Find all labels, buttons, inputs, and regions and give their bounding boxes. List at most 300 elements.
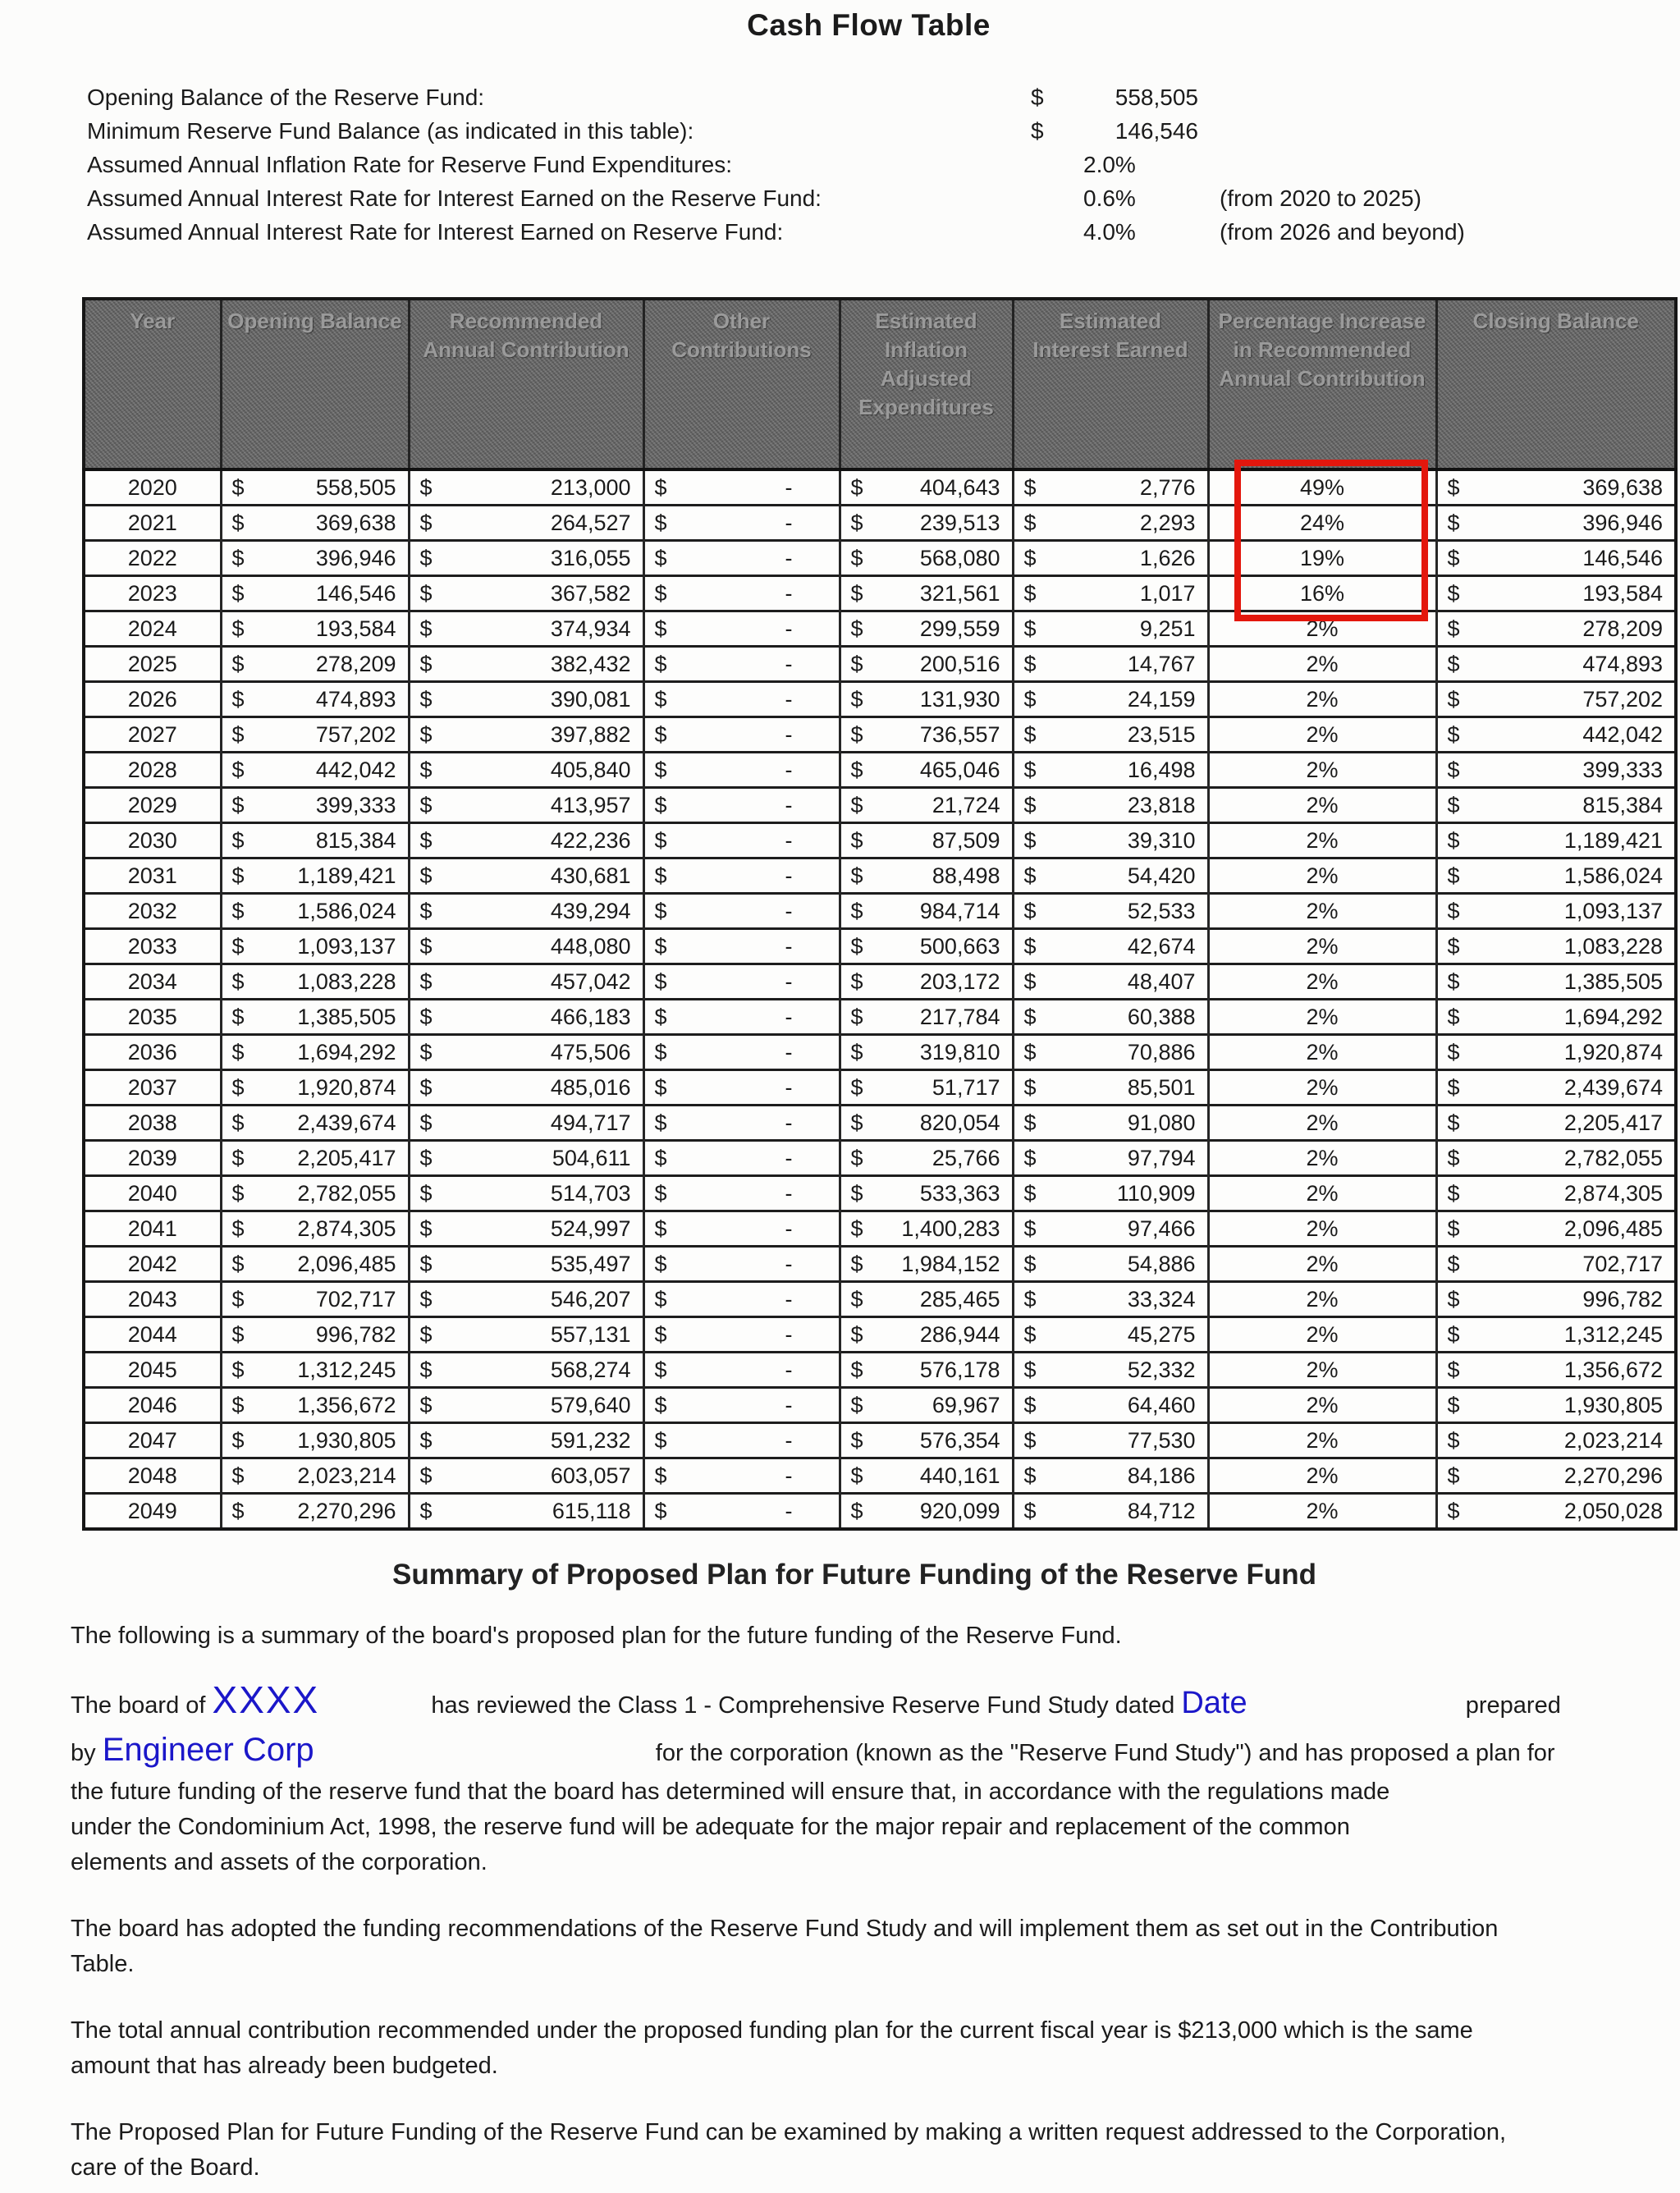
currency-symbol: $ (1447, 863, 1460, 888)
year-cell: 2047 (84, 1423, 221, 1458)
inflation-expenditures-cell: $ 920,099 (840, 1494, 1013, 1530)
interest-earned-cell: $ 39,310 (1013, 823, 1208, 858)
currency-symbol: $ (1023, 827, 1037, 853)
currency-symbol: $ (231, 1145, 245, 1170)
interest-earned-cell: $ 16,498 (1013, 753, 1208, 788)
interest-earned-cell: $ 2,293 (1013, 506, 1208, 541)
text-segment: by (71, 1740, 96, 1766)
opening-balance-cell: $ 1,586,024 (221, 894, 409, 929)
currency-symbol: $ (654, 651, 667, 676)
assumption-label: Minimum Reserve Fund Balance (as indicated in this table): (87, 118, 694, 144)
recommended-contribution-cell: $ 448,080 (409, 929, 643, 964)
assumption-value: 146,546 (1115, 118, 1198, 144)
closing-balance-cell: $ 2,439,674 (1436, 1070, 1676, 1106)
other-contributions-cell: $ - (643, 964, 840, 1000)
currency-symbol: $ (1447, 1251, 1460, 1276)
currency-symbol: $ (1023, 651, 1037, 676)
currency-symbol: $ (231, 474, 245, 500)
currency-symbol: $ (419, 1321, 433, 1347)
year-cell: 2025 (84, 647, 221, 682)
currency-symbol: $ (850, 721, 863, 747)
currency-symbol: $ (654, 933, 667, 959)
assumption-label: Opening Balance of the Reserve Fund: (87, 85, 485, 110)
currency-symbol: $ (1023, 792, 1037, 817)
currency-symbol: $ (231, 792, 245, 817)
currency-symbol: $ (850, 933, 863, 959)
cash-flow-table (82, 297, 1678, 1531)
currency-symbol: $ (850, 1216, 863, 1241)
currency-symbol: $ (419, 686, 433, 712)
currency-symbol: $ (231, 1357, 245, 1382)
inflation-expenditures-cell: $ 319,810 (840, 1035, 1013, 1070)
currency-symbol: $ (1031, 118, 1044, 144)
year-cell: 2035 (84, 1000, 221, 1035)
currency-symbol: $ (850, 1180, 863, 1206)
currency-symbol: $ (231, 968, 245, 994)
year-cell: 2043 (84, 1282, 221, 1317)
percentage-increase-cell: 2% (1208, 1423, 1436, 1458)
currency-symbol: $ (231, 757, 245, 782)
currency-symbol: $ (1023, 721, 1037, 747)
currency-symbol: $ (419, 1251, 433, 1276)
currency-symbol: $ (419, 757, 433, 782)
currency-symbol: $ (654, 1039, 667, 1064)
percentage-increase-cell: 2% (1208, 964, 1436, 1000)
currency-symbol: $ (850, 1463, 863, 1488)
currency-symbol: $ (654, 580, 667, 606)
currency-symbol: $ (419, 1180, 433, 1206)
inflation-expenditures-cell: $ 568,080 (840, 541, 1013, 576)
other-contributions-cell: $ - (643, 1423, 840, 1458)
inflation-expenditures-cell: $ 736,557 (840, 717, 1013, 753)
percentage-increase-cell: 2% (1208, 1353, 1436, 1388)
recommended-contribution-cell: $ 374,934 (409, 611, 643, 647)
currency-symbol: $ (850, 1004, 863, 1029)
recommended-contribution-cell: $ 264,527 (409, 506, 643, 541)
paragraph-line (71, 1677, 1634, 1728)
percentage-increase-cell: 2% (1208, 823, 1436, 858)
opening-balance-cell: $ 2,782,055 (221, 1176, 409, 1211)
currency-symbol: $ (419, 1004, 433, 1029)
currency-symbol: $ (231, 651, 245, 676)
currency-symbol: $ (419, 1463, 433, 1488)
currency-symbol: $ (654, 1251, 667, 1276)
currency-symbol: $ (850, 968, 863, 994)
other-contributions-cell: $ - (643, 1458, 840, 1494)
inflation-expenditures-cell: $ 21,724 (840, 788, 1013, 823)
closing-balance-cell: $ 2,270,296 (1436, 1458, 1676, 1494)
recommended-contribution-cell: $ 382,432 (409, 647, 643, 682)
assumption-value: 0.6% (1083, 185, 1136, 211)
percentage-increase-cell: 2% (1208, 611, 1436, 647)
currency-symbol: $ (1447, 616, 1460, 641)
closing-balance-cell: $ 2,205,417 (1436, 1106, 1676, 1141)
table-row (84, 753, 1676, 788)
closing-balance-cell: $ 146,546 (1436, 541, 1676, 576)
assumption-label: Assumed Annual Interest Rate for Interest Earned on the Reserve Fund: (87, 185, 822, 211)
opening-balance-cell: $ 193,584 (221, 611, 409, 647)
interest-earned-cell: $ 52,533 (1013, 894, 1208, 929)
inflation-expenditures-cell: $ 217,784 (840, 1000, 1013, 1035)
opening-balance-cell: $ 2,270,296 (221, 1494, 409, 1530)
currency-symbol: $ (850, 1110, 863, 1135)
percentage-increase-cell: 2% (1208, 717, 1436, 753)
currency-symbol: $ (1447, 933, 1460, 959)
closing-balance-cell: $ 2,874,305 (1436, 1176, 1676, 1211)
table-header-cell-other-contributions: Other Contributions (643, 299, 840, 469)
currency-symbol: $ (1023, 1392, 1037, 1417)
currency-symbol: $ (1447, 1427, 1460, 1453)
closing-balance-cell: $ 474,893 (1436, 647, 1676, 682)
currency-symbol: $ (419, 898, 433, 923)
paragraph-line: elements and assets of the corporation. (71, 1849, 488, 1875)
recommended-contribution-cell: $ 504,611 (409, 1141, 643, 1176)
interest-earned-cell: $ 110,909 (1013, 1176, 1208, 1211)
opening-balance-cell: $ 369,638 (221, 506, 409, 541)
paragraph-line (71, 1728, 1634, 1774)
opening-balance-cell: $ 1,930,805 (221, 1423, 409, 1458)
assumption-row (87, 118, 1465, 152)
currency-symbol: $ (419, 545, 433, 570)
interest-earned-cell: $ 52,332 (1013, 1353, 1208, 1388)
table-row (84, 929, 1676, 964)
currency-symbol: $ (1023, 1321, 1037, 1347)
currency-symbol: $ (1023, 580, 1037, 606)
currency-symbol: $ (850, 898, 863, 923)
interest-earned-cell: $ 1,017 (1013, 576, 1208, 611)
interest-earned-cell: $ 48,407 (1013, 964, 1208, 1000)
paragraph-line: the future funding of the reserve fund that the board has determined will ensure that, in accordance with the regulations made (71, 1779, 1390, 1805)
currency-symbol: $ (419, 1110, 433, 1135)
interest-earned-cell: $ 54,420 (1013, 858, 1208, 894)
table-header-cell-opening-balance: Opening Balance (221, 299, 409, 469)
currency-symbol: $ (850, 580, 863, 606)
currency-symbol: $ (1023, 1145, 1037, 1170)
currency-symbol: $ (1023, 898, 1037, 923)
currency-symbol: $ (231, 1110, 245, 1135)
year-cell: 2048 (84, 1458, 221, 1494)
other-contributions-cell: $ - (643, 1211, 840, 1247)
year-cell: 2022 (84, 541, 221, 576)
inflation-expenditures-cell: $ 404,643 (840, 469, 1013, 506)
currency-symbol: $ (850, 510, 863, 535)
year-cell: 2026 (84, 682, 221, 717)
currency-symbol: $ (654, 1145, 667, 1170)
currency-symbol: $ (654, 686, 667, 712)
currency-symbol: $ (1447, 792, 1460, 817)
currency-symbol: $ (419, 1427, 433, 1453)
inflation-expenditures-cell: $ 25,766 (840, 1141, 1013, 1176)
currency-symbol: $ (231, 1427, 245, 1453)
table-row (84, 1070, 1676, 1106)
inflation-expenditures-cell: $ 286,944 (840, 1317, 1013, 1353)
table-header (84, 299, 1676, 469)
currency-symbol: $ (1447, 1074, 1460, 1100)
currency-symbol: $ (231, 616, 245, 641)
interest-earned-cell: $ 2,776 (1013, 469, 1208, 506)
closing-balance-cell: $ 278,209 (1436, 611, 1676, 647)
table-row (84, 1247, 1676, 1282)
board-name-placeholder: XXXX (212, 1678, 320, 1721)
table-row (84, 717, 1676, 753)
year-cell: 2044 (84, 1317, 221, 1353)
other-contributions-cell: $ - (643, 1282, 840, 1317)
year-cell: 2041 (84, 1211, 221, 1247)
interest-earned-cell: $ 42,674 (1013, 929, 1208, 964)
recommended-contribution-cell: $ 615,118 (409, 1494, 643, 1530)
spacer (326, 1712, 424, 1713)
currency-symbol: $ (850, 1321, 863, 1347)
recommended-contribution-cell: $ 316,055 (409, 541, 643, 576)
year-cell: 2036 (84, 1035, 221, 1070)
currency-symbol: $ (1023, 1216, 1037, 1241)
currency-symbol: $ (654, 1463, 667, 1488)
year-cell: 2038 (84, 1106, 221, 1141)
currency-symbol: $ (654, 1074, 667, 1100)
currency-symbol: $ (654, 1004, 667, 1029)
year-cell: 2033 (84, 929, 221, 964)
interest-earned-cell: $ 84,186 (1013, 1458, 1208, 1494)
currency-symbol: $ (1023, 1463, 1037, 1488)
year-cell: 2037 (84, 1070, 221, 1106)
currency-symbol: $ (231, 933, 245, 959)
currency-symbol: $ (654, 1180, 667, 1206)
currency-symbol: $ (850, 1498, 863, 1523)
currency-symbol: $ (850, 686, 863, 712)
year-cell: 2029 (84, 788, 221, 823)
currency-symbol: $ (654, 1498, 667, 1523)
opening-balance-cell: $ 757,202 (221, 717, 409, 753)
recommended-contribution-cell: $ 535,497 (409, 1247, 643, 1282)
currency-symbol: $ (1023, 968, 1037, 994)
opening-balance-cell: $ 2,874,305 (221, 1211, 409, 1247)
currency-symbol: $ (1447, 1463, 1460, 1488)
table-row (84, 647, 1676, 682)
opening-balance-cell: $ 702,717 (221, 1282, 409, 1317)
other-contributions-cell: $ - (643, 823, 840, 858)
inflation-expenditures-cell: $ 87,509 (840, 823, 1013, 858)
currency-symbol: $ (850, 1427, 863, 1453)
currency-symbol: $ (419, 1498, 433, 1523)
currency-symbol: $ (654, 1427, 667, 1453)
currency-symbol: $ (1447, 1357, 1460, 1382)
currency-symbol: $ (231, 1463, 245, 1488)
closing-balance-cell: $ 2,782,055 (1436, 1141, 1676, 1176)
year-cell: 2032 (84, 894, 221, 929)
percentage-increase-cell: 2% (1208, 1141, 1436, 1176)
interest-earned-cell: $ 77,530 (1013, 1423, 1208, 1458)
table-header-cell-interest-earned: Estimated Interest Earned (1013, 299, 1208, 469)
text-segment: prepared (1465, 1692, 1561, 1719)
currency-symbol: $ (1447, 1392, 1460, 1417)
currency-symbol: $ (1447, 1180, 1460, 1206)
opening-balance-cell: $ 2,439,674 (221, 1106, 409, 1141)
assumption-label: Assumed Annual Interest Rate for Interest Earned on Reserve Fund: (87, 219, 784, 245)
currency-symbol: $ (419, 1074, 433, 1100)
currency-symbol: $ (419, 1145, 433, 1170)
currency-symbol: $ (419, 1039, 433, 1064)
percentage-increase-cell: 16% (1208, 576, 1436, 611)
table-row (84, 1458, 1676, 1494)
opening-balance-cell: $ 1,083,228 (221, 964, 409, 1000)
recommended-contribution-cell: $ 422,236 (409, 823, 643, 858)
inflation-expenditures-cell: $ 533,363 (840, 1176, 1013, 1211)
recommended-contribution-cell: $ 405,840 (409, 753, 643, 788)
currency-symbol: $ (850, 1074, 863, 1100)
recommended-contribution-cell: $ 591,232 (409, 1423, 643, 1458)
percentage-increase-cell: 2% (1208, 1070, 1436, 1106)
currency-symbol: $ (654, 616, 667, 641)
currency-symbol: $ (231, 721, 245, 747)
year-cell: 2042 (84, 1247, 221, 1282)
closing-balance-cell: $ 1,083,228 (1436, 929, 1676, 964)
inflation-expenditures-cell: $ 88,498 (840, 858, 1013, 894)
year-cell: 2023 (84, 576, 221, 611)
other-contributions-cell: $ - (643, 1388, 840, 1423)
inflation-expenditures-cell: $ 820,054 (840, 1106, 1013, 1141)
percentage-increase-cell: 2% (1208, 1211, 1436, 1247)
paragraph-line: under the Condominium Act, 1998, the reserve fund will be adequate for the major repair and replacement of the common (71, 1814, 1350, 1840)
adopted-recommendations-paragraph: The board has adopted the funding recommendations of the Reserve Fund Study and will implement them as set out in the Contribution Table. (71, 1916, 1499, 1977)
closing-balance-cell: $ 996,782 (1436, 1282, 1676, 1317)
inflation-expenditures-cell: $ 321,561 (840, 576, 1013, 611)
recommended-contribution-cell: $ 430,681 (409, 858, 643, 894)
table-row (84, 858, 1676, 894)
year-cell: 2034 (84, 964, 221, 1000)
other-contributions-cell: $ - (643, 1000, 840, 1035)
closing-balance-cell: $ 399,333 (1436, 753, 1676, 788)
recommended-contribution-cell: $ 439,294 (409, 894, 643, 929)
inflation-expenditures-cell: $ 1,984,152 (840, 1247, 1013, 1282)
table-row (84, 469, 1676, 506)
interest-earned-cell: $ 97,466 (1013, 1211, 1208, 1247)
table-row (84, 506, 1676, 541)
closing-balance-cell: $ 815,384 (1436, 788, 1676, 823)
currency-symbol: $ (1023, 1498, 1037, 1523)
currency-symbol: $ (1447, 686, 1460, 712)
assumption-value: 4.0% (1083, 219, 1136, 245)
percentage-increase-cell: 2% (1208, 1035, 1436, 1070)
recommended-contribution-cell: $ 457,042 (409, 964, 643, 1000)
table-header-cell-recommended-contribution: Recommended Annual Contribution (409, 299, 643, 469)
currency-symbol: $ (654, 474, 667, 500)
currency-symbol: $ (850, 1145, 863, 1170)
currency-symbol: $ (231, 827, 245, 853)
text-segment: The board of (71, 1692, 206, 1719)
assumption-row (87, 185, 1465, 219)
percentage-increase-cell: 2% (1208, 1317, 1436, 1353)
currency-symbol: $ (1447, 1498, 1460, 1523)
assumption-value: 2.0% (1083, 152, 1136, 177)
percentage-increase-cell: 2% (1208, 788, 1436, 823)
other-contributions-cell: $ - (643, 541, 840, 576)
annual-contribution-paragraph: The total annual contribution recommended under the proposed funding plan for the current fiscal year is $213,000 which is the same amount that has already been budgeted. (71, 2017, 1473, 2079)
summary-intro-paragraph: The following is a summary of the board's proposed plan for the future funding of the Reserve Fund. (71, 1623, 1122, 1649)
board-plan-paragraph (71, 1677, 1634, 1880)
other-contributions-cell: $ - (643, 682, 840, 717)
other-contributions-cell: $ - (643, 1176, 840, 1211)
currency-symbol: $ (850, 545, 863, 570)
currency-symbol: $ (850, 757, 863, 782)
opening-balance-cell: $ 2,023,214 (221, 1458, 409, 1494)
study-date-placeholder: Date (1181, 1686, 1247, 1720)
closing-balance-cell: $ 2,096,485 (1436, 1211, 1676, 1247)
interest-earned-cell: $ 91,080 (1013, 1106, 1208, 1141)
currency-symbol: $ (419, 827, 433, 853)
currency-symbol: $ (419, 1357, 433, 1382)
currency-symbol: $ (419, 510, 433, 535)
currency-symbol: $ (1023, 1286, 1037, 1312)
interest-earned-cell: $ 9,251 (1013, 611, 1208, 647)
currency-symbol: $ (1023, 1039, 1037, 1064)
currency-symbol: $ (419, 968, 433, 994)
currency-symbol: $ (654, 545, 667, 570)
interest-earned-cell: $ 85,501 (1013, 1070, 1208, 1106)
currency-symbol: $ (850, 827, 863, 853)
percentage-increase-cell: 19% (1208, 541, 1436, 576)
closing-balance-cell: $ 442,042 (1436, 717, 1676, 753)
currency-symbol: $ (850, 1357, 863, 1382)
currency-symbol: $ (419, 616, 433, 641)
table-row (84, 576, 1676, 611)
currency-symbol: $ (850, 651, 863, 676)
other-contributions-cell: $ - (643, 1106, 840, 1141)
currency-symbol: $ (850, 863, 863, 888)
currency-symbol: $ (231, 898, 245, 923)
currency-symbol: $ (1447, 1216, 1460, 1241)
currency-symbol: $ (419, 1286, 433, 1312)
currency-symbol: $ (654, 1321, 667, 1347)
inflation-expenditures-cell: $ 1,400,283 (840, 1211, 1013, 1247)
percentage-increase-cell: 2% (1208, 1106, 1436, 1141)
table-header-cell-percentage-increase: Percentage Increase in Recommended Annual Contribution (1208, 299, 1436, 469)
other-contributions-cell: $ - (643, 753, 840, 788)
other-contributions-cell: $ - (643, 858, 840, 894)
closing-balance-cell: $ 369,638 (1436, 469, 1676, 506)
year-cell: 2020 (84, 469, 221, 506)
currency-symbol: $ (231, 1251, 245, 1276)
currency-symbol: $ (850, 1286, 863, 1312)
other-contributions-cell: $ - (643, 469, 840, 506)
percentage-increase-cell: 2% (1208, 1282, 1436, 1317)
year-cell: 2027 (84, 717, 221, 753)
currency-symbol: $ (654, 863, 667, 888)
currency-symbol: $ (850, 474, 863, 500)
currency-symbol: $ (231, 1004, 245, 1029)
other-contributions-cell: $ - (643, 1035, 840, 1070)
closing-balance-cell: $ 1,920,874 (1436, 1035, 1676, 1070)
recommended-contribution-cell: $ 546,207 (409, 1282, 643, 1317)
currency-symbol: $ (1023, 474, 1037, 500)
recommended-contribution-cell: $ 494,717 (409, 1106, 643, 1141)
percentage-increase-cell: 2% (1208, 1000, 1436, 1035)
closing-balance-cell: $ 1,093,137 (1436, 894, 1676, 929)
table-row (84, 1353, 1676, 1388)
closing-balance-cell: $ 396,946 (1436, 506, 1676, 541)
assumption-value: 558,505 (1115, 85, 1198, 110)
recommended-contribution-cell: $ 514,703 (409, 1176, 643, 1211)
table-row (84, 1317, 1676, 1353)
currency-symbol: $ (1447, 1004, 1460, 1029)
opening-balance-cell: $ 1,920,874 (221, 1070, 409, 1106)
inflation-expenditures-cell: $ 465,046 (840, 753, 1013, 788)
table-header-cell-year: Year (84, 299, 221, 469)
summary-section (71, 1558, 1638, 2193)
recommended-contribution-cell: $ 579,640 (409, 1388, 643, 1423)
assumption-label: Assumed Annual Inflation Rate for Reserve Fund Expenditures: (87, 152, 732, 177)
closing-balance-cell: $ 1,694,292 (1436, 1000, 1676, 1035)
opening-balance-cell: $ 1,189,421 (221, 858, 409, 894)
